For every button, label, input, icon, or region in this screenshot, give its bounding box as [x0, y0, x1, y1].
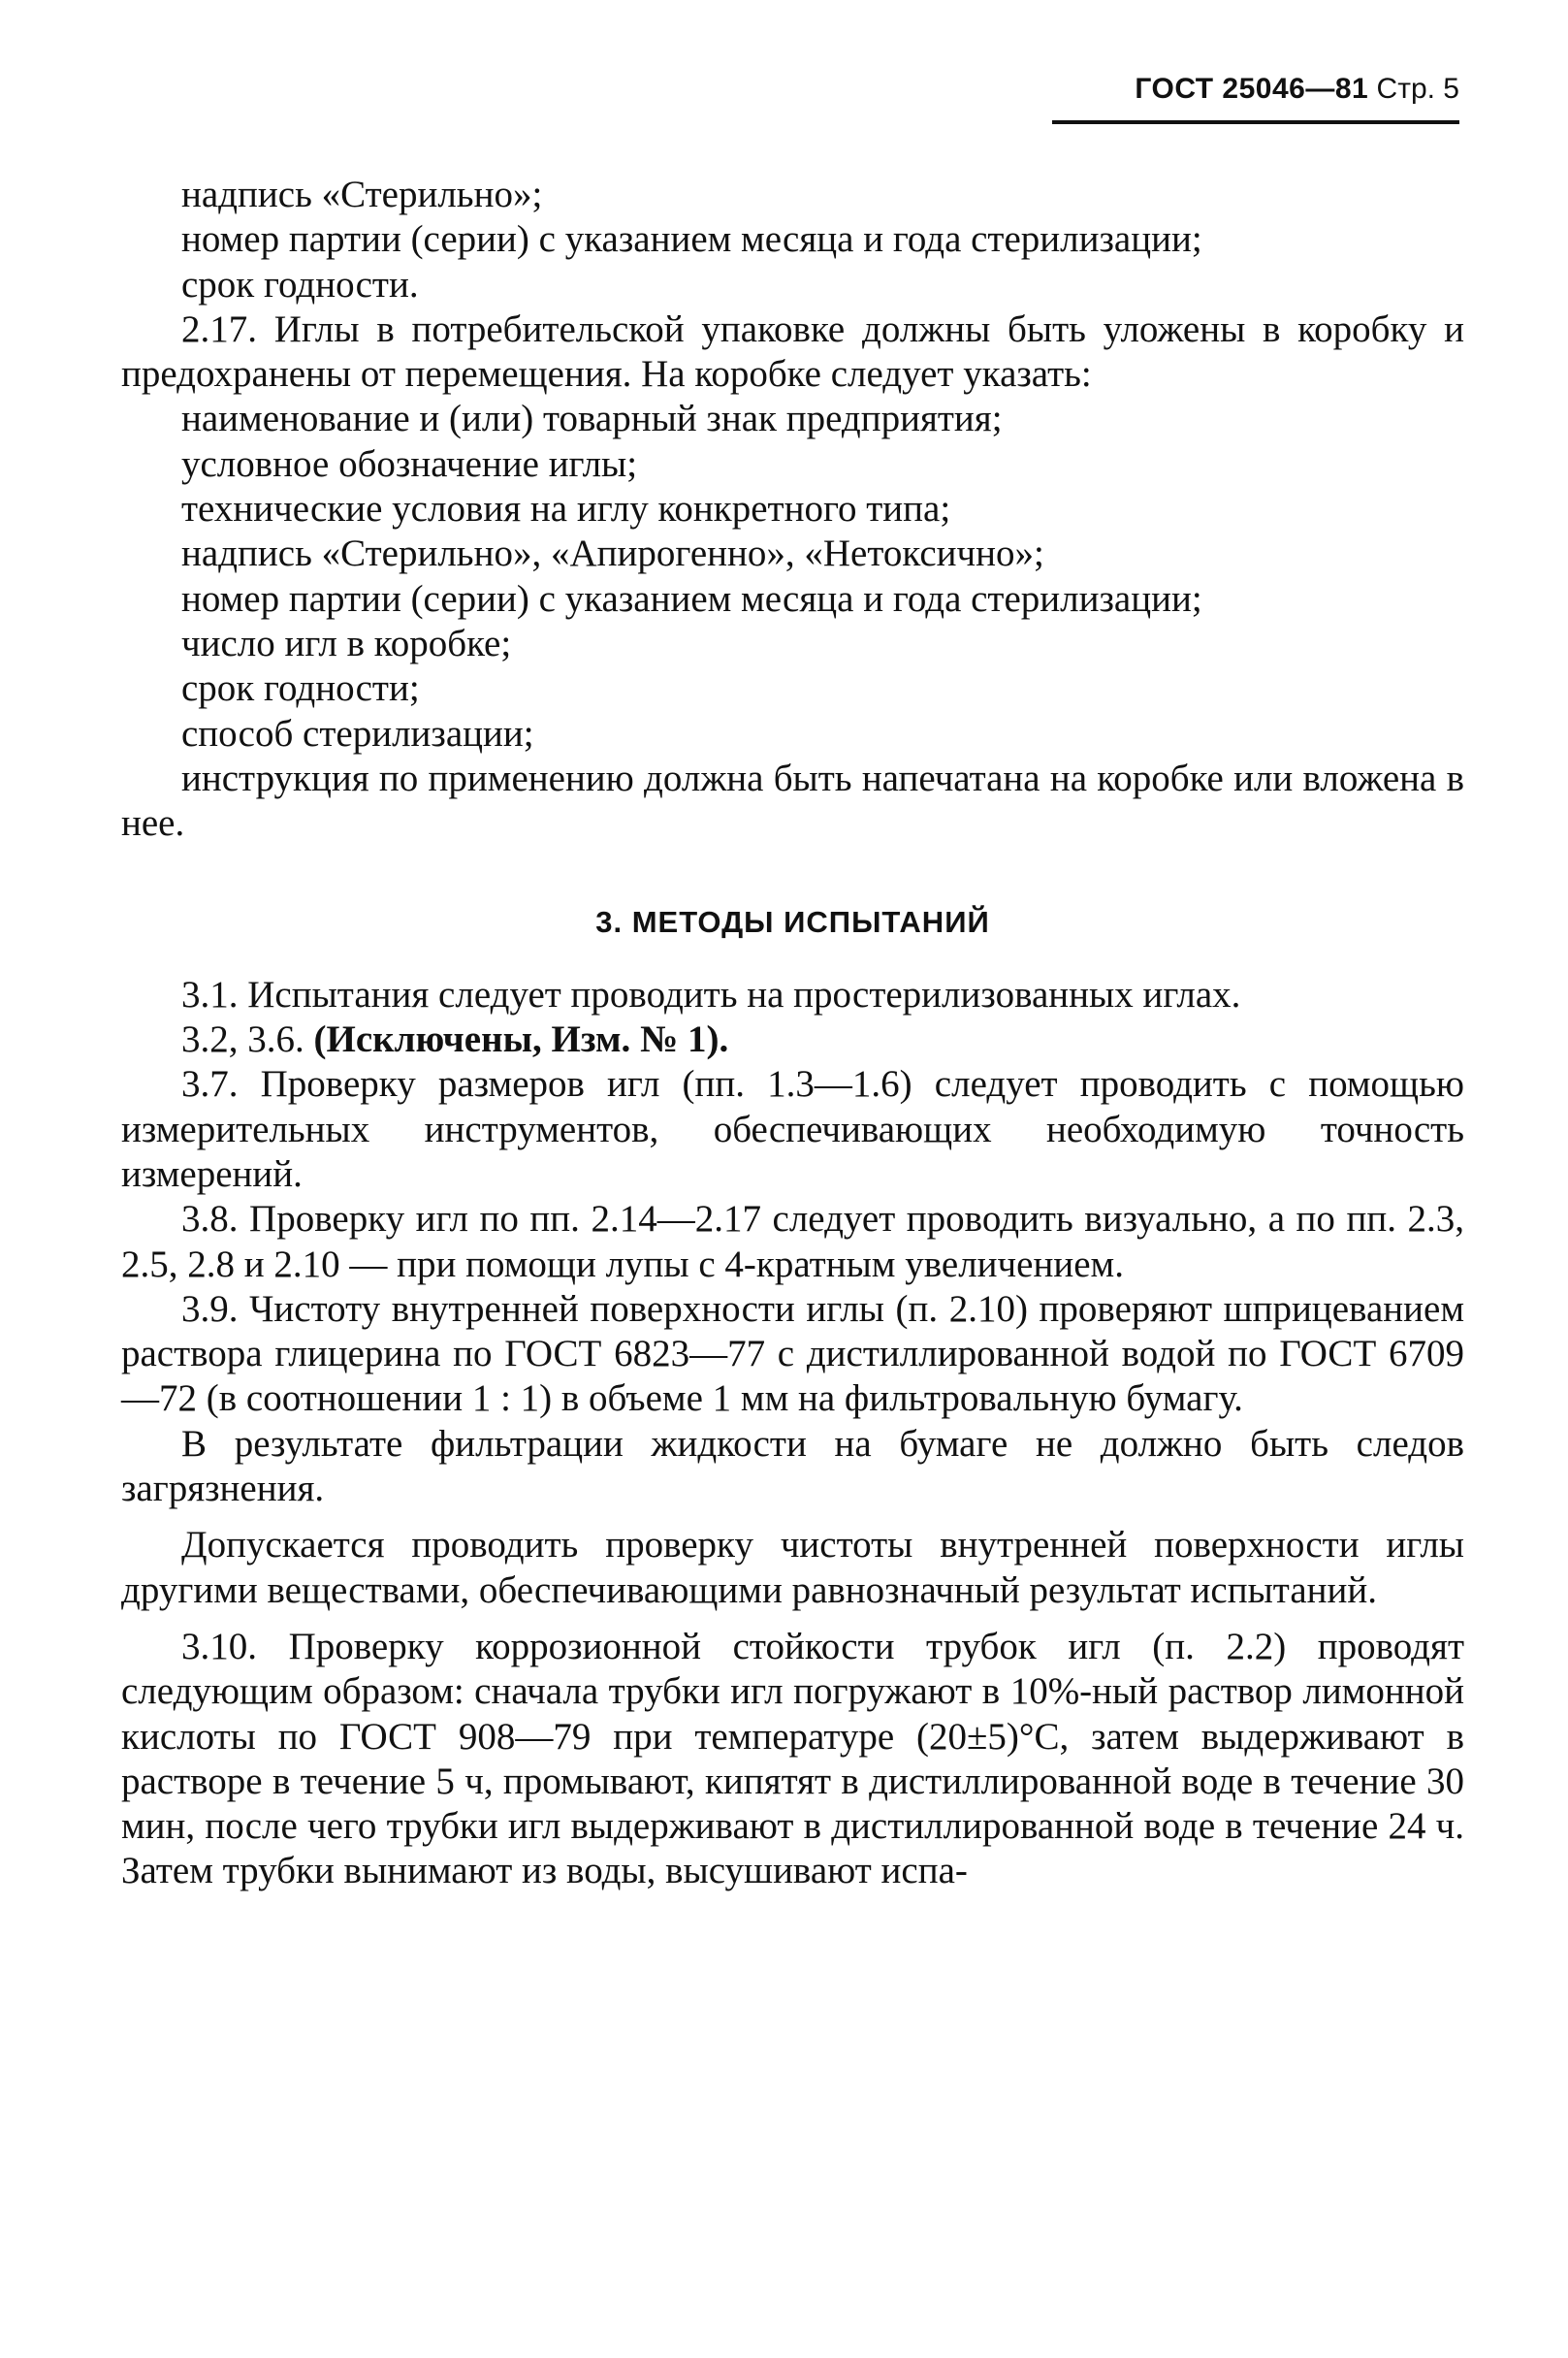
- box-item-designation: условное обозначение иглы;: [181, 442, 638, 485]
- page-header: [1052, 70, 1459, 109]
- packaging-line-expiry: срок годности.: [181, 263, 419, 306]
- page-number: Стр. 5: [1376, 73, 1459, 105]
- box-item-labels: надпись «Стерильно», «Апирогенно», «Нетоксично»;: [181, 533, 1044, 575]
- box-item-batch: номер партии (серии) с указанием месяца и года стерилизации;: [181, 577, 1202, 620]
- standard-number: ГОСТ 25046—81: [1135, 73, 1369, 105]
- document-body: [121, 173, 1464, 1894]
- box-item-sterilization: способ стерилизации;: [181, 712, 534, 755]
- header-rule: [1052, 120, 1459, 124]
- box-item-specs: технические условия на иглу конкретного типа;: [181, 488, 951, 531]
- packaging-line-sterile: надпись «Стерильно»;: [181, 174, 543, 215]
- clause-3-8: 3.8. Проверку игл по пп. 2.14—2.17 следует проводить визуально, а по пп. 2.3, 2.5, 2.8 и 2.10 — при помощи лупы с 4-кратным увеличением.: [121, 1198, 1464, 1285]
- section-heading: 3. МЕТОДЫ ИСПЫТАНИЙ: [595, 905, 990, 940]
- clause-3-7: 3.7. Проверку размеров игл (пп. 1.3—1.6) следует проводить с помощью измерительных инструментов, обеспечивающих необходимую точность измерений.: [121, 1063, 1464, 1195]
- box-item-count: число игл в коробке;: [181, 622, 512, 664]
- clause-3-1: 3.1. Испытания следует проводить на простерилизованных иглах.: [181, 973, 1241, 1016]
- clause-3-9-allowed: Допускается проводить проверку чистоты внутренней поверхности иглы другими веществами, обеспечивающими равнозначный результат испытаний.: [121, 1524, 1464, 1611]
- clause-3-2-number: 3.2, 3.6.: [181, 1018, 304, 1061]
- clause-3-9-result: В результате фильтрации жидкости на бумаге не должно быть следов загрязнения.: [121, 1422, 1464, 1510]
- clause-3-10: 3.10. Проверку коррозионной стойкости трубок игл (п. 2.2) проводят следующим образом: сначала трубки игл погружают в 10%-ный раствор лимонной кислоты по ГОСТ 908—79 при температуре (20±5)°С, затем выдерживают в растворе в течение 5 ч, промывают, кипятят в дистиллированной воде в течение 30 мин, после чего трубки игл выдерживают в дистиллированной воде в течение 24 ч. Затем трубки вынимают из воды, высушивают испа-: [121, 1625, 1464, 1892]
- clause-3-9: 3.9. Чистоту внутренней поверхности иглы (п. 2.10) проверяют шприцеванием раствора глицерина по ГОСТ 6823—77 с дистиллированной водой по ГОСТ 6709—72 (в соотношении 1 : 1) в объеме 1 мм на фильтровальную бумагу.: [121, 1287, 1464, 1420]
- box-item-instructions: инструкция по применению должна быть напечатана на коробке или вложена в нее.: [121, 757, 1464, 845]
- box-item-manufacturer: наименование и (или) товарный знак предприятия;: [181, 398, 1003, 440]
- clause-3-2-excluded: (Исключены, Изм. № 1).: [313, 1018, 729, 1061]
- clause-3-2-3-6: [121, 1017, 1464, 1062]
- box-item-expiry: срок годности;: [181, 667, 420, 710]
- clause-2-17: 2.17. Иглы в потребительской упаковке должны быть уложены в коробку и предохранены от перемещения. На коробке следует указать:: [121, 307, 1464, 396]
- packaging-line-batch: номер партии (серии) с указанием месяца и года стерилизации;: [181, 218, 1202, 261]
